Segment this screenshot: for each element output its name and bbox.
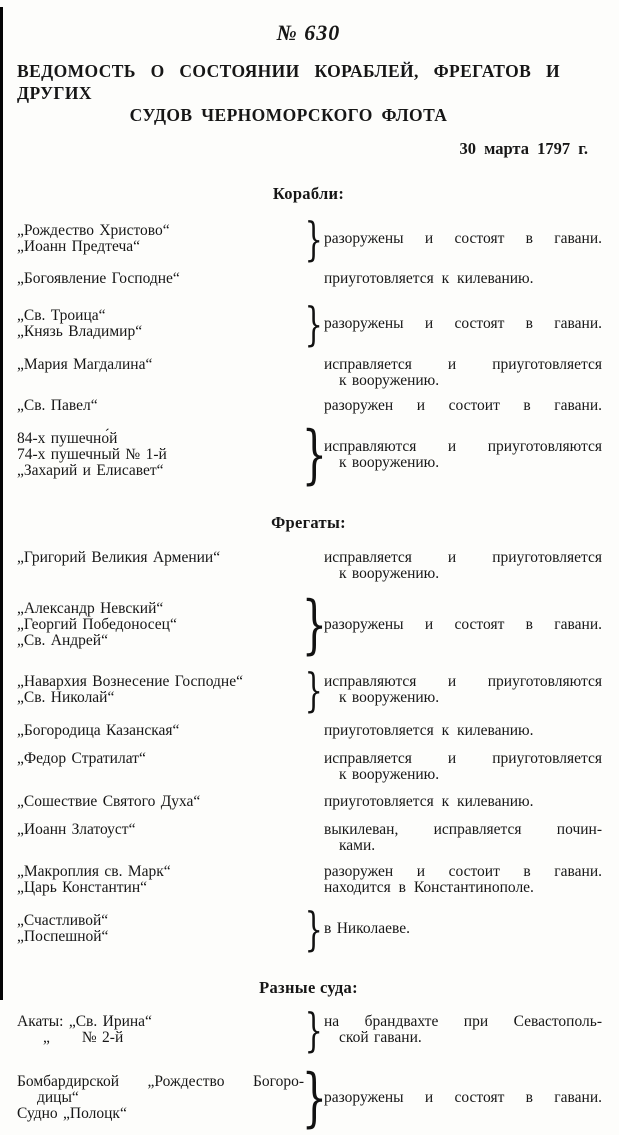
section-heading-fregaty: Фрегаты: bbox=[271, 513, 346, 532]
ship-name: Судно „Полоцк“ bbox=[17, 1105, 127, 1122]
ship-name: Акаты: „Св. Ирина“ bbox=[17, 1013, 152, 1030]
ship-name: „Навархия Вознесение Господне“ bbox=[17, 673, 243, 690]
ship-entry bbox=[17, 550, 618, 582]
status-text: ками. bbox=[339, 837, 376, 854]
doc-number: № 630 bbox=[276, 20, 341, 45]
ship-name: „Св. Павел“ bbox=[17, 397, 98, 414]
brace-icon: } bbox=[304, 297, 324, 351]
ship-name: 74-х пушечный № 1-й bbox=[17, 446, 167, 463]
status-text: в Николаеве. bbox=[324, 920, 410, 937]
ship-entry bbox=[17, 297, 618, 351]
ship-entry bbox=[17, 864, 618, 896]
ship-entry bbox=[17, 822, 618, 854]
status-text: исправляются и приуготовляются bbox=[324, 673, 602, 690]
status-text: выкилеван, исправляется почин- bbox=[324, 821, 602, 838]
section-heading-korabli: Корабли: bbox=[272, 184, 345, 203]
brace-icon: } bbox=[304, 1003, 324, 1057]
ship-name: дицы“ bbox=[37, 1089, 79, 1106]
ship-name: „Иоанн Златоуст“ bbox=[17, 821, 136, 838]
ship-name: „Св. Андрей“ bbox=[17, 632, 108, 649]
status-text: приуготовляется к килеванию. bbox=[324, 270, 534, 287]
ditto-mark: „ bbox=[43, 1029, 50, 1046]
status-text: разоружены и состоят в гавани. bbox=[324, 1089, 602, 1106]
ship-entry bbox=[17, 212, 618, 266]
doc-title-line1: ВЕДОМОСТЬ О СОСТОЯНИИ КОРАБЛЕЙ, ФРЕГАТОВ И ДРУГИХ bbox=[17, 61, 560, 103]
scan-edge-artifact bbox=[0, 7, 3, 1000]
brace-icon: } bbox=[304, 212, 324, 266]
doc-date: 30 марта 1797 г. bbox=[459, 139, 588, 158]
ship-name: „ № 2-й bbox=[17, 1030, 304, 1046]
status-text: разоружен и состоит в гавани. bbox=[324, 397, 602, 414]
status-text: к вооружению. bbox=[339, 565, 440, 582]
ship-entry bbox=[17, 663, 618, 717]
status-text: на брандвахте при Севастополь- bbox=[324, 1013, 602, 1030]
ship-name: „Сошествие Святого Духа“ bbox=[17, 793, 201, 810]
ship-name: „Федор Стратилат“ bbox=[17, 750, 146, 767]
ship-entry bbox=[17, 723, 618, 739]
status-text: разоружен и состоит в гавани. bbox=[324, 863, 602, 880]
brace-icon: } bbox=[301, 1061, 327, 1135]
brace-icon: } bbox=[304, 902, 324, 956]
ship-entry bbox=[17, 588, 618, 662]
doc-title-line2: СУДОВ ЧЕРНОМОРСКОГО ФЛОТА bbox=[129, 105, 448, 125]
section-heading-raznye-suda: Разные суда: bbox=[259, 978, 358, 997]
ship-entry bbox=[17, 418, 618, 492]
status-text: к вооружению. bbox=[339, 689, 440, 706]
status-text: к вооружению. bbox=[339, 454, 440, 471]
ship-entry bbox=[17, 902, 618, 956]
status-text: исправляется и приуготовляется bbox=[324, 750, 602, 767]
ship-name: „Иоанн Предтеча“ bbox=[17, 238, 140, 255]
status-text: исправляется и приуготовляется bbox=[324, 356, 602, 373]
ship-entry bbox=[17, 271, 618, 287]
status-text: к вооружению. bbox=[339, 766, 440, 783]
ship-entry bbox=[17, 1003, 618, 1057]
ship-name: 84-х пушечно́й bbox=[17, 430, 118, 447]
status-text: ской гавани. bbox=[339, 1029, 422, 1046]
status-text: исправляется и приуготовляется bbox=[324, 549, 602, 566]
ship-name: „Поспешной“ bbox=[17, 928, 109, 945]
status-text: приуготовляется к килеванию. bbox=[324, 722, 534, 739]
brace-icon: } bbox=[301, 588, 327, 662]
ship-name: „Счастливой“ bbox=[17, 912, 109, 929]
brace-icon: } bbox=[301, 418, 327, 492]
status-text: разоружены и состоят в гавани. bbox=[324, 616, 602, 633]
ship-name: „Князь Владимир“ bbox=[17, 323, 143, 340]
ship-name: „Богоявление Господне“ bbox=[17, 270, 180, 287]
ship-name: „Мария Магдалина“ bbox=[17, 356, 153, 373]
ship-name: „Григорий Великия Армении“ bbox=[17, 549, 221, 566]
ship-name: „Богородица Казанская“ bbox=[17, 722, 180, 739]
ship-entry bbox=[17, 751, 618, 783]
ship-name: „Царь Константин“ bbox=[17, 879, 148, 896]
ship-name: „Рождество Христово“ bbox=[17, 222, 170, 239]
status-text: разоружены и состоят в гавани. bbox=[324, 230, 602, 247]
ship-entry bbox=[17, 794, 618, 810]
ship-entry bbox=[17, 1061, 618, 1135]
ship-name: „Св. Николай“ bbox=[17, 689, 115, 706]
doc-title bbox=[17, 60, 560, 126]
status-text: исправляются и приуготовляются bbox=[324, 438, 602, 455]
ship-name: „Макроплия св. Марк“ bbox=[17, 863, 171, 880]
ship-name: „Св. Троица“ bbox=[17, 307, 106, 324]
ship-entry bbox=[17, 398, 618, 414]
status-text: приуготовляется к килеванию. bbox=[324, 793, 534, 810]
status-text: разоружены и состоят в гавани. bbox=[324, 315, 602, 332]
status-text: находится в Константинополе. bbox=[324, 879, 534, 896]
ship-entry bbox=[17, 357, 618, 389]
ship-name: „Захарий и Елисавет“ bbox=[17, 462, 164, 479]
ship-name: „Георгий Победоносец“ bbox=[17, 616, 177, 633]
brace-icon: } bbox=[304, 663, 324, 717]
status-text: к вооружению. bbox=[339, 372, 440, 389]
ship-name: „Александр Невский“ bbox=[17, 600, 164, 617]
ship-name: Бомбардирской „Рождество Богоро- bbox=[17, 1073, 304, 1090]
